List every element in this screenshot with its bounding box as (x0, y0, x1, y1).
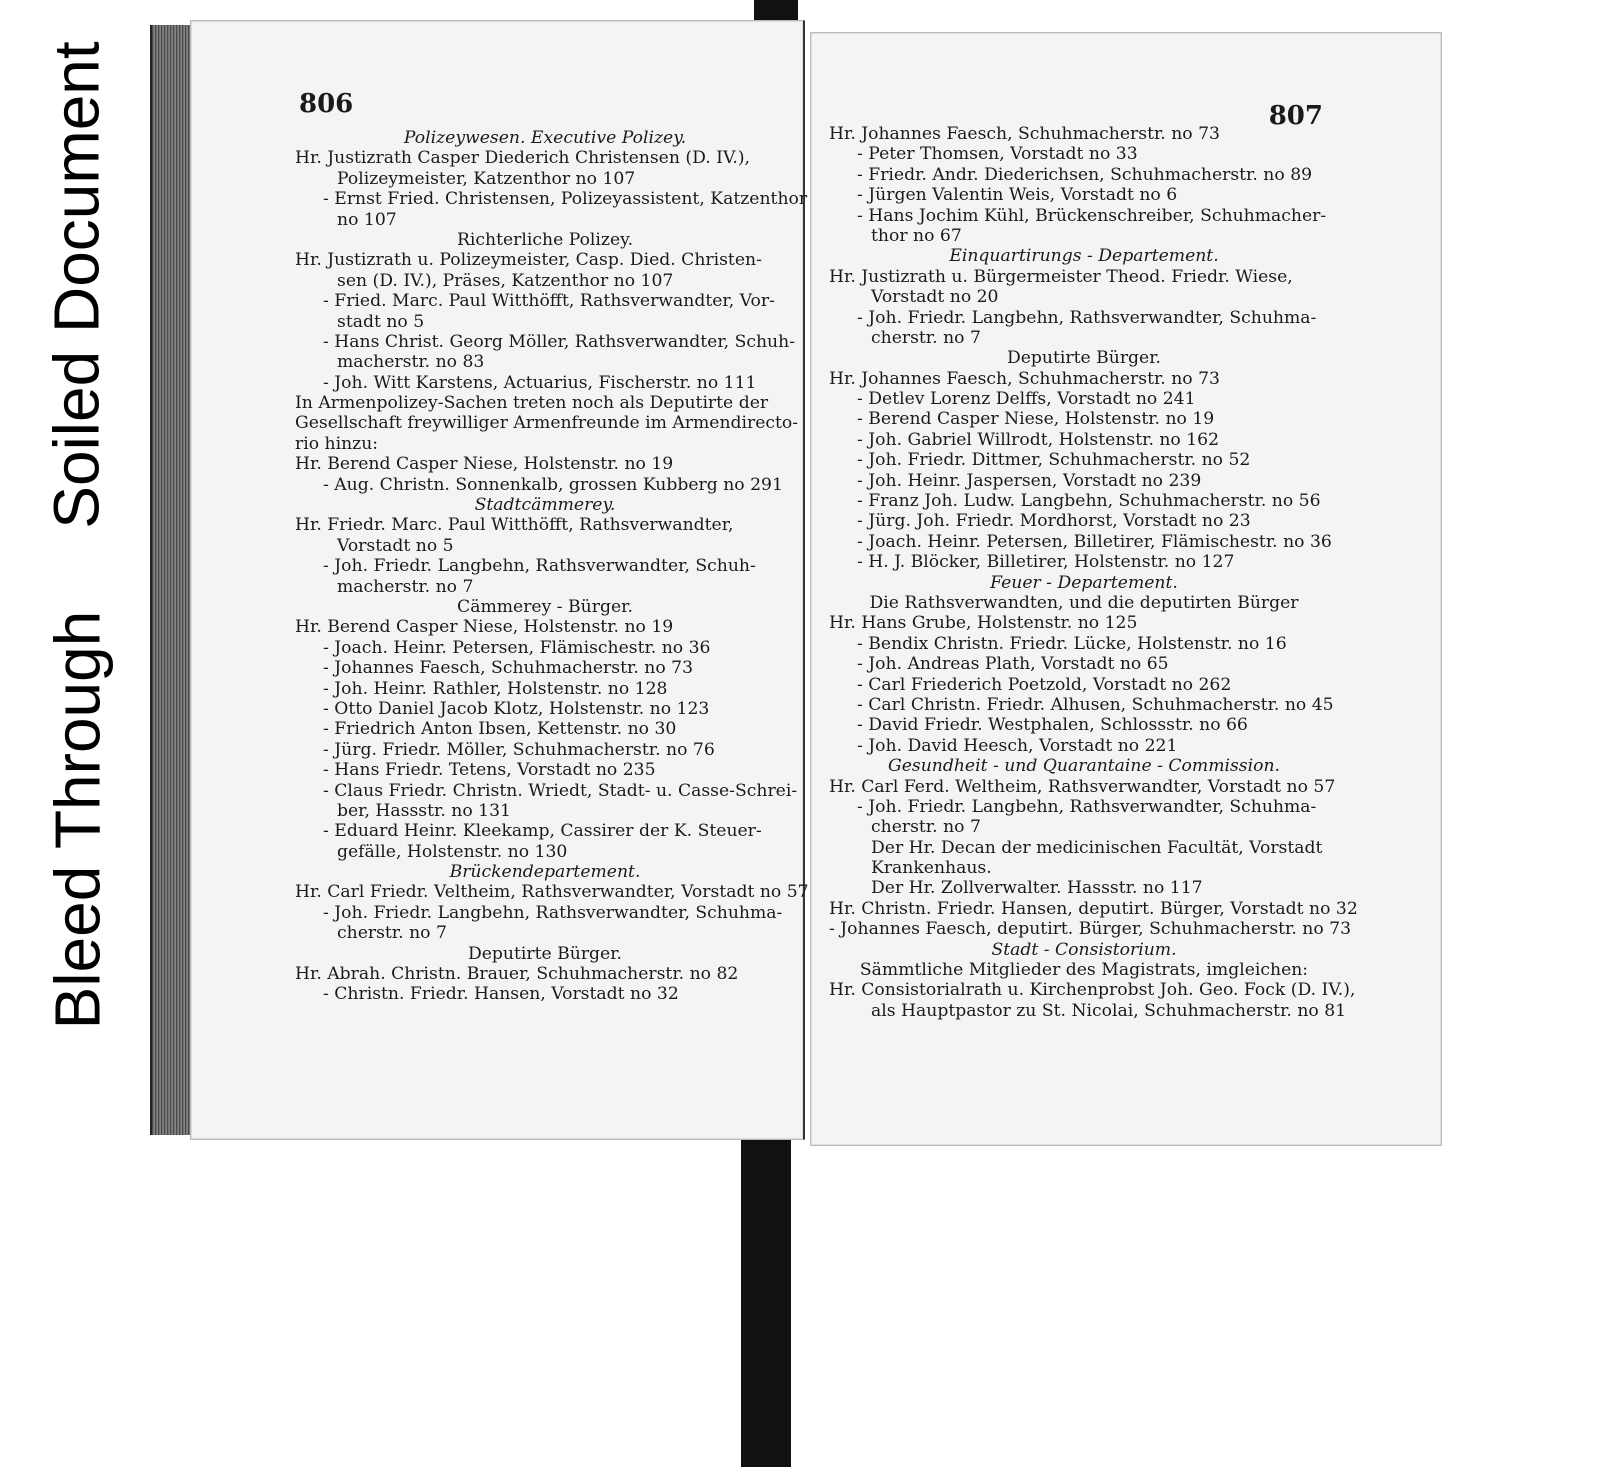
text-line: - Bendix Christn. Friedr. Lücke, Holstenstr. no 16 (857, 633, 1287, 654)
text-line: - Joh. Friedr. Langbehn, Rathsverwandter, Schuhma- (857, 796, 1317, 817)
text-line: Der Hr. Decan der medicinischen Facultät, Vorstadt (871, 837, 1323, 858)
text-line: - Hans Christ. Georg Möller, Rathsverwandter, Schuh- (323, 331, 795, 352)
text-line: Hr. Johannes Faesch, Schuhmacherstr. no 73 (829, 368, 1220, 389)
text-line: - Joh. Andreas Plath, Vorstadt no 65 (857, 654, 1169, 675)
text-line: - Ernst Fried. Christensen, Polizeyassistent, Katzenthor (323, 189, 808, 210)
left-page (190, 20, 809, 1140)
text-line: - Joh. David Heesch, Vorstadt no 221 (857, 735, 1178, 756)
text-line: Vorstadt no 5 (337, 535, 454, 556)
page-number-left: 806 (299, 89, 354, 119)
text-line: Einquartirungs - Departement. (949, 246, 1219, 267)
text-line: sen (D. IV.), Präses, Katzenthor no 107 (337, 270, 674, 291)
text-line: - Friedrich Anton Ibsen, Kettenstr. no 30 (323, 719, 677, 740)
text-line: Deputirte Bürger. (467, 943, 623, 964)
text-line: Hr. Hans Grube, Holstenstr. no 125 (829, 613, 1138, 634)
text-line: - Joh. Friedr. Langbehn, Rathsverwandter, Schuhma- (323, 902, 783, 923)
text-line: - Joh. Witt Karstens, Actuarius, Fischerstr. no 111 (323, 372, 757, 393)
text-line: cherstr. no 7 (871, 817, 981, 838)
text-line: - Jürgen Valentin Weis, Vorstadt no 6 (857, 185, 1178, 206)
text-line: Hr. Consistorialrath u. Kirchenprobst Joh. Geo. Fock (D. IV.), (829, 980, 1356, 1001)
text-line: Hr. Justizrath u. Bürgermeister Theod. Friedr. Wiese, (829, 266, 1293, 287)
text-line: - Joach. Heinr. Petersen, Flämischestr. no 36 (323, 637, 711, 658)
text-line: - Hans Jochim Kühl, Brückenschreiber, Schuhmacher- (857, 205, 1327, 226)
text-line: In Armenpolizey-Sachen treten noch als Deputirte der (295, 393, 769, 414)
bleed-through-label (18, 560, 136, 1080)
text-line: - Carl Friederich Poetzold, Vorstadt no 262 (857, 674, 1232, 695)
right-page (810, 32, 1442, 1146)
text-line: - Joh. Friedr. Dittmer, Schuhmacherstr. no 52 (857, 450, 1251, 471)
text-line: Hr. Christn. Friedr. Hansen, deputirt. Bürger, Vorstadt no 32 (829, 898, 1358, 919)
text-line: - Claus Friedr. Christn. Wriedt, Stadt- u. Casse-Schrei- (323, 780, 798, 801)
soiled-document-text: Soiled Document (41, 41, 113, 529)
text-line: Feuer - Departement. (990, 572, 1178, 593)
text-line: - Christn. Friedr. Hansen, Vorstadt no 32 (323, 984, 679, 1005)
text-line: - Peter Thomsen, Vorstadt no 33 (857, 144, 1138, 165)
soiled-document-label (18, 20, 136, 550)
text-line: Hr. Justizrath u. Polizeymeister, Casp. Died. Christen- (295, 250, 762, 271)
text-line: gefälle, Holstenstr. no 130 (337, 841, 568, 862)
text-line: - Friedr. Andr. Diederichsen, Schuhmacherstr. no 89 (857, 164, 1313, 185)
text-line: Polizeymeister, Katzenthor no 107 (337, 168, 636, 189)
text-line: Hr. Carl Friedr. Veltheim, Rathsverwandter, Vorstadt no 57 (295, 882, 809, 903)
text-line: - Joh. Friedr. Langbehn, Rathsverwandter, Schuhma- (857, 307, 1317, 328)
text-line: stadt no 5 (337, 311, 425, 332)
text-line: Hr. Carl Ferd. Weltheim, Rathsverwandter, Vorstadt no 57 (829, 776, 1336, 797)
text-line: macherstr. no 7 (337, 576, 474, 597)
text-line: Hr. Johannes Faesch, Schuhmacherstr. no 73 (829, 124, 1220, 144)
page-number-right: 807 (1268, 101, 1323, 131)
text-line: Deputirte Bürger. (1006, 348, 1162, 369)
text-line: - Hans Friedr. Tetens, Vorstadt no 235 (323, 760, 656, 781)
text-line: Hr. Abrah. Christn. Brauer, Schuhmacherstr. no 82 (295, 964, 739, 985)
text-line: - Berend Casper Niese, Holstenstr. no 19 (857, 409, 1215, 430)
text-line: - Jürg. Joh. Friedr. Mordhorst, Vorstadt no 23 (857, 511, 1251, 532)
text-line: Vorstadt no 20 (871, 287, 999, 308)
text-line: Hr. Berend Casper Niese, Holstenstr. no 19 (295, 617, 674, 638)
right-page-text (829, 124, 1358, 1021)
text-line: - Joh. Heinr. Rathler, Holstenstr. no 128 (323, 678, 668, 699)
text-line: macherstr. no 83 (337, 352, 485, 373)
text-line: Gesundheit - und Quarantaine - Commission. (887, 756, 1281, 777)
text-line: - Carl Christn. Friedr. Alhusen, Schuhmacherstr. no 45 (857, 694, 1334, 715)
text-line: Polizeywesen. Executive Polizey. (403, 128, 687, 148)
text-line: Hr. Friedr. Marc. Paul Witthöfft, Rathsverwandter, (295, 515, 734, 536)
text-line: - Fried. Marc. Paul Witthöfft, Rathsverwandter, Vor- (323, 291, 775, 312)
text-line: - Johannes Faesch, Schuhmacherstr. no 73 (323, 658, 694, 679)
text-line: - H. J. Blöcker, Billetirer, Holstenstr. no 127 (857, 552, 1235, 573)
binding-shadow-bottom (741, 1130, 791, 1467)
text-line: Der Hr. Zollverwalter. Hassstr. no 117 (871, 878, 1203, 899)
text-line: Brückendepartement. (449, 862, 641, 883)
text-line: Hr. Justizrath Casper Diederich Christensen (D. IV.), (295, 148, 751, 169)
text-line: - Franz Joh. Ludw. Langbehn, Schuhmacherstr. no 56 (857, 491, 1321, 512)
text-line: Sämmtliche Mitglieder des Magistrats, imgleichen: (859, 960, 1309, 981)
text-line: - Jürg. Friedr. Möller, Schuhmacherstr. no 76 (323, 739, 715, 760)
text-line: Die Rathsverwandten, und die deputirten Bürger (869, 592, 1299, 613)
left-page-text (295, 128, 809, 1005)
text-line: - Joh. Gabriel Willrodt, Holstenstr. no 162 (857, 429, 1220, 450)
text-line: - Aug. Christn. Sonnenkalb, grossen Kubberg no 291 (323, 474, 783, 495)
text-line: - Otto Daniel Jacob Klotz, Holstenstr. no 123 (323, 698, 710, 719)
text-line: Stadt - Consistorium. (991, 939, 1177, 960)
text-line: - Eduard Heinr. Kleekamp, Cassirer der K. Steuer- (323, 821, 762, 842)
text-line: - David Friedr. Westphalen, Schlossstr. no 66 (857, 715, 1248, 736)
text-line: thor no 67 (871, 225, 962, 246)
text-line: cherstr. no 7 (337, 923, 447, 944)
bleed-through-text: Bleed Through (41, 610, 113, 1030)
text-line: rio hinzu: (295, 433, 379, 454)
text-line: Gesellschaft freywilliger Armenfreunde im Armendirecto- (295, 413, 799, 434)
text-line: - Joh. Heinr. Jaspersen, Vorstadt no 239 (857, 470, 1202, 491)
text-line: Hr. Berend Casper Niese, Holstenstr. no 19 (295, 454, 674, 475)
text-line: - Joh. Friedr. Langbehn, Rathsverwandter, Schuh- (323, 556, 756, 577)
text-line: als Hauptpastor zu St. Nicolai, Schuhmacherstr. no 81 (871, 1000, 1347, 1021)
text-line: Richterliche Polizey. (456, 229, 634, 250)
text-line: Cämmerey - Bürger. (457, 596, 633, 617)
text-line: - Detlev Lorenz Delffs, Vorstadt no 241 (857, 389, 1196, 410)
text-line: - Joach. Heinr. Petersen, Billetirer, Flämischestr. no 36 (857, 531, 1332, 552)
text-line: cherstr. no 7 (871, 327, 981, 348)
text-line: no 107 (337, 209, 397, 230)
text-line: Stadtcämmerey. (474, 495, 616, 516)
text-line: ber, Hassstr. no 131 (337, 800, 511, 821)
text-line: - Johannes Faesch, deputirt. Bürger, Schuhmacherstr. no 73 (829, 919, 1352, 940)
text-line: Krankenhaus. (871, 858, 992, 879)
